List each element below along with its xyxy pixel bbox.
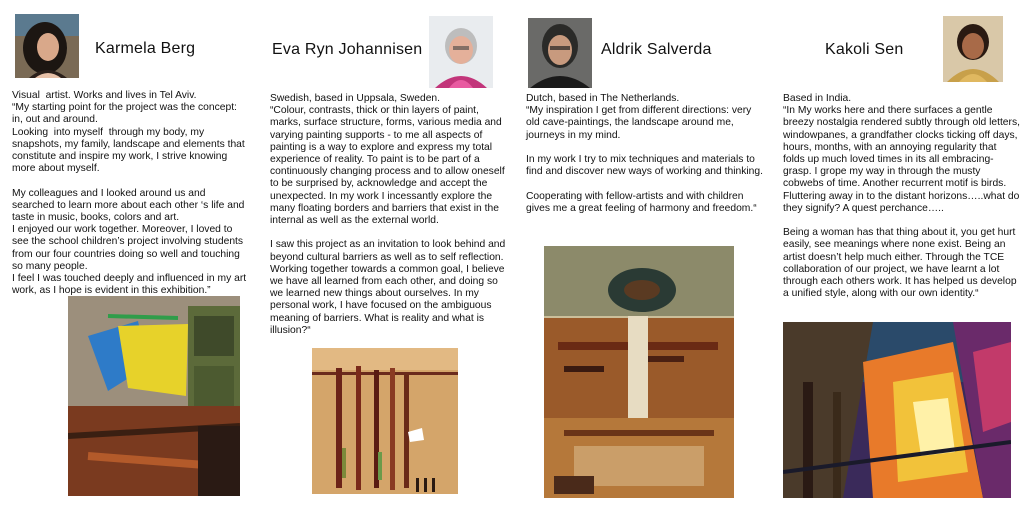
artist-bio: Based in India. “In My works here and there surfaces a gentle breezy nostalgia rendered subtly through old letters, windowpanes, a grandfather clocks ticking off days, hours, months, with an annoying regularity that folds up much loved times in its all embracing-grasp. I grope my way in through the musty cobwebs of time. Another recurrent motif is birds. Fluttering away in to the distant horizons…..what do they signify? A quest perchance….. Being a woman has that thing about it, you get hurt easily, see meanings where none exist. Being an artist doesn’t help much either. Through the TCE collaboration of our project, we have learnt a lot through each others work. It has helped us develop a unified style, along with our own identity.“ <box>783 93 1020 300</box>
artwork-image <box>544 246 734 498</box>
artist-name: Karmela Berg <box>95 40 196 57</box>
portrait-photo <box>15 14 79 78</box>
portrait-photo <box>528 18 592 88</box>
artwork-image <box>783 322 1011 498</box>
artist-name: Kakoli Sen <box>825 41 904 58</box>
artwork-image <box>312 348 458 494</box>
artist-bio: Swedish, based in Uppsala, Sweden. “Colour, contrasts, thick or thin layers of paint, marks, surface structure, forms, various media and varying painting supports - to me all aspects of painting is a way to explore and express my total experience of reality. To paint is to be part of a continuously changing process and to allow oneself to be surprised by, acknowledge and accept the unexpected. In my work I incessantly explore the many floating borders and barriers that exist in the internal as well as the external world. I saw this project as an invitation to look behind and beyond cultural barriers as well as to self reflection. Working together towards a common goal, I believe we have all learned from each other, and doing so we learned new things about ourselves. In my personal work, I have focused on the ambiguous meaning of barriers. What is reality and what is illusion?“ <box>270 93 506 336</box>
artwork-image <box>68 296 240 496</box>
artist-bio: Visual artist. Works and lives in Tel Aviv. “My starting point for the project was the concept: in, out and around. Looking into myself through my body, my snapshots, my family, landscape and elements that constitute and inspire my work, I strive knowing more about myself. My colleagues and I looked around us and searched to learn more about each other ‘s life and taste in music, books, colors and art. I enjoyed our work together. Moreover, I loved to see the school children’s project involving students from our four countries doing so well and touching so many people. I feel I was touched deeply and influenced in my art work, as I hope is evident in this exhibition.” <box>12 90 247 297</box>
artist-column-karmela-berg <box>12 0 252 512</box>
artist-name: Eva Ryn Johannisen <box>272 41 423 58</box>
artist-column-kakoli-sen <box>783 0 1019 512</box>
artist-column-aldrik-salverda <box>526 0 762 512</box>
artist-bio: Dutch, based in The Netherlands. “My inspiration I get from different directions: very old cave-paintings, the landscape around me, journeys in my mind. In my work I try to mix techniques and materials to find and discover new ways of working and thinking. Cooperating with fellow-artists and with children gives me a great feeling of harmony and freedom.“ <box>526 93 763 214</box>
portrait-photo <box>943 16 1003 82</box>
portrait-photo <box>429 16 493 88</box>
artist-column-eva-ryn-johannisen <box>270 0 506 512</box>
artist-name: Aldrik Salverda <box>601 41 712 58</box>
